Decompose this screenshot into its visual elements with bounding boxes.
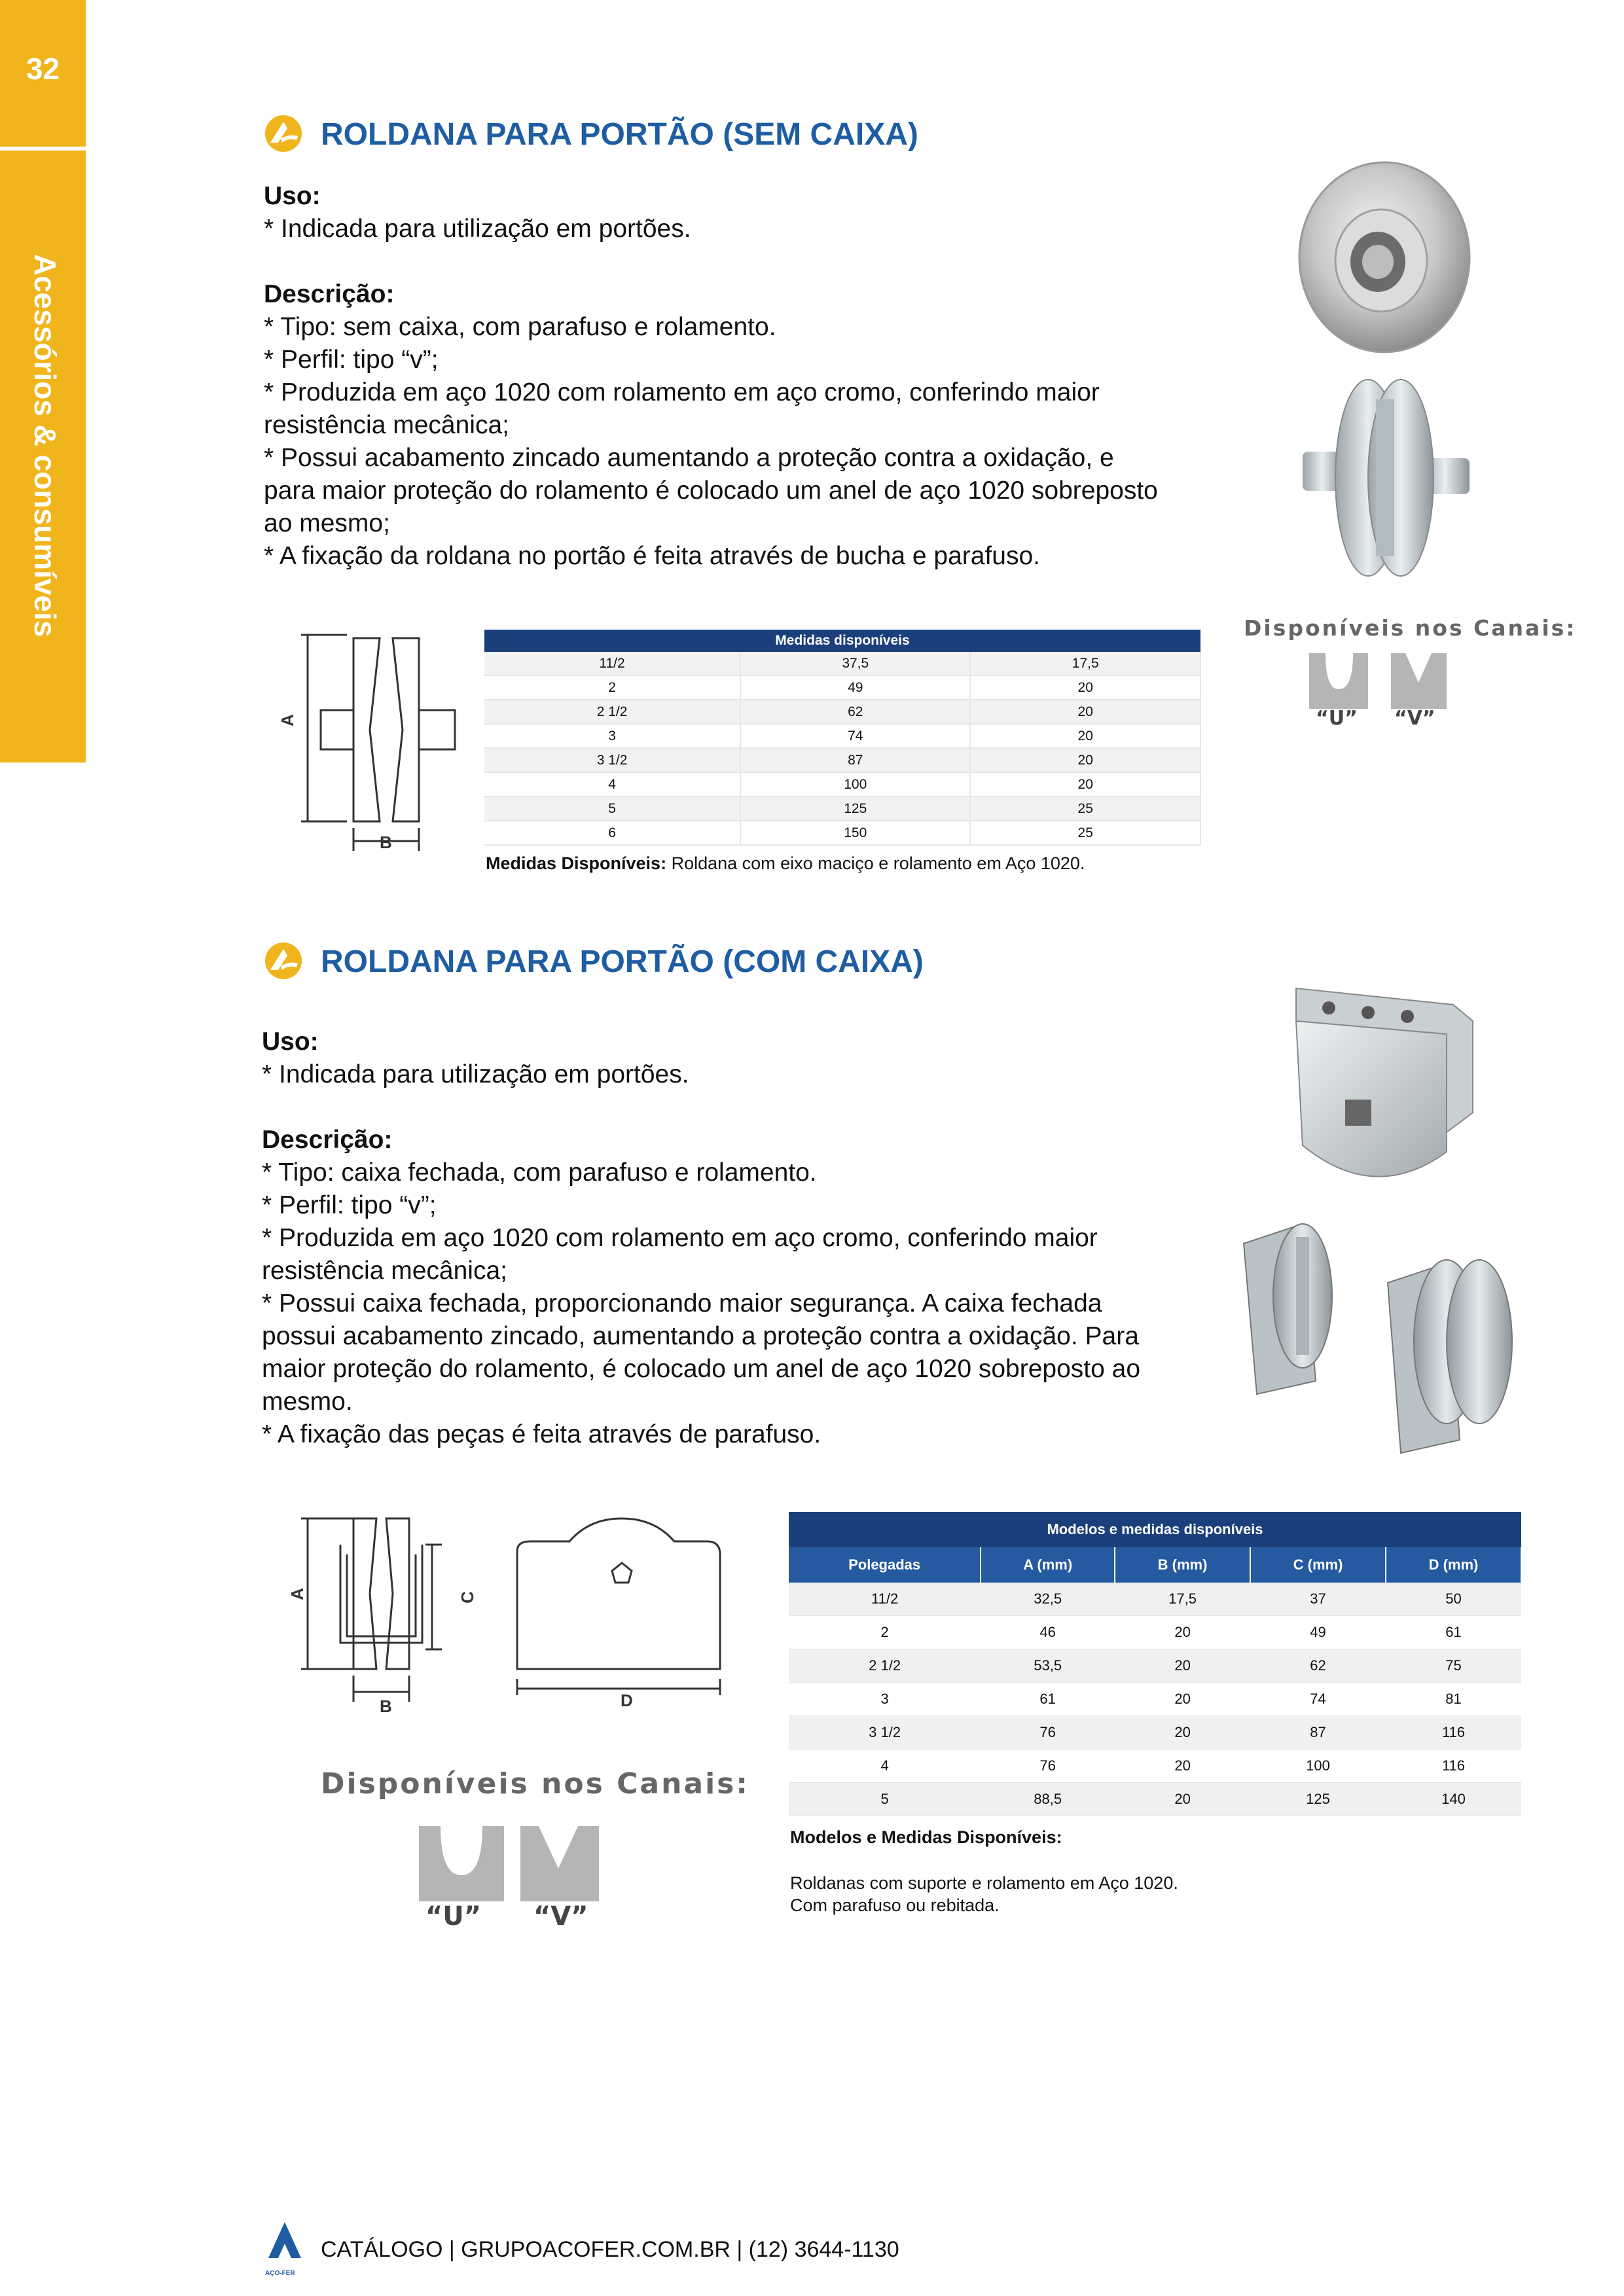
- drawing-label-a: A: [277, 714, 297, 726]
- pulley-front-photo: [1286, 156, 1476, 359]
- desc-line: * A fixação das peças é feita através de parafuso.: [262, 1420, 821, 1448]
- canal-v-label: “V”: [1394, 707, 1435, 730]
- section2-note-label: Modelos e Medidas Disponíveis:: [790, 1827, 1062, 1847]
- desc-line: para maior proteção do rolamento é colocado um anel de aço 1020 sobreposto: [264, 476, 1158, 505]
- section2-table: [789, 1512, 1522, 1816]
- section1-description: [264, 180, 1158, 573]
- desc-line: * Possui caixa fechada, proporcionando maior segurança. A caixa fechada: [262, 1289, 1102, 1318]
- section2-note-line2: Com parafuso ou rebitada.: [790, 1895, 1000, 1915]
- table-title: Modelos e medidas disponíveis: [789, 1512, 1521, 1547]
- column-header: Polegadas: [789, 1547, 981, 1583]
- section-logo-icon: [264, 114, 303, 153]
- side-section-label-text: Acessórios & consumíveis: [28, 254, 62, 637]
- note-label: Medidas Disponíveis:: [486, 853, 667, 873]
- note-text: Roldana com eixo maciço e rolamento em Aço 1020.: [666, 853, 1085, 873]
- section1-note: [486, 852, 1085, 874]
- column-header: D (mm): [1386, 1547, 1521, 1583]
- section2-title: ROLDANA PARA PORTÃO (COM CAIXA): [321, 944, 924, 979]
- desc-line: possui acabamento zincado, aumentando a proteção contra a oxidação. Para: [262, 1322, 1139, 1350]
- canal-shapes-icon: [1306, 653, 1456, 709]
- side-section-label: [25, 254, 64, 679]
- table-row: 3 61 20 74 81: [789, 1683, 1521, 1716]
- table-row: 11/2 37,5 17,5: [484, 652, 1200, 675]
- section2-canais-title: Disponíveis nos Canais:: [321, 1767, 749, 1801]
- section-logo-icon: [264, 941, 303, 980]
- desc-line: resistência mecânica;: [264, 411, 509, 439]
- desc-line: ao mesmo;: [264, 509, 390, 537]
- table-row: 5 125 25: [484, 797, 1200, 821]
- desc-line: * Produzida em aço 1020 com rolamento em aço cromo, conferindo maior: [264, 378, 1100, 406]
- section2-technical-drawing: [281, 1505, 746, 1721]
- company-logo-icon: [265, 2219, 304, 2271]
- table-title: Medidas disponíveis: [484, 630, 1200, 652]
- table-row: 2 46 20 49 61: [789, 1616, 1521, 1649]
- desc-line: * Produzida em aço 1020 com rolamento em aço cromo, conferindo maior: [262, 1224, 1098, 1252]
- desc-line: resistência mecânica;: [262, 1257, 507, 1285]
- canal-u-label: “U”: [1316, 707, 1358, 730]
- desc-line: * Tipo: caixa fechada, com parafuso e rolamento.: [262, 1158, 817, 1187]
- desc-line: * A fixação da roldana no portão é feita através de bucha e parafuso.: [264, 542, 1040, 570]
- table-row: 3 1/2 76 20 87 116: [789, 1716, 1521, 1749]
- desc-line: * Possui acabamento zincado aumentando a proteção contra a oxidação, e: [264, 444, 1114, 472]
- desc-line: * Perfil: tipo “v”;: [264, 346, 439, 374]
- section1-table: [484, 630, 1201, 846]
- section2-note-line1: Roldanas com suporte e rolamento em Aço 1020.: [790, 1873, 1178, 1893]
- canal-u-label: “U”: [425, 1901, 482, 1931]
- column-header: A (mm): [981, 1547, 1115, 1583]
- section2-description: [262, 1026, 1140, 1451]
- table-row: 2 1/2 53,5 20 62 75: [789, 1649, 1521, 1683]
- table-row: 3 74 20: [484, 724, 1200, 748]
- canal-shapes-icon: [416, 1826, 605, 1901]
- table-row: 6 150 25: [484, 821, 1200, 845]
- desc-line: * Perfil: tipo “v”;: [262, 1191, 437, 1219]
- drawing-label-b: B: [380, 833, 392, 852]
- table-row: 5 88,5 20 125 140: [789, 1783, 1521, 1816]
- page-number: 32: [0, 0, 86, 151]
- descricao-label: Descrição:: [264, 280, 395, 308]
- pulley-side-photo: [1303, 373, 1473, 583]
- canal-v-label: “V”: [533, 1901, 588, 1931]
- table-row: 4 76 20 100 116: [789, 1749, 1521, 1783]
- uso-text: * Indicada para utilização em portões.: [264, 215, 691, 243]
- drawing-label-c: C: [457, 1591, 477, 1604]
- uso-label: Uso:: [262, 1028, 319, 1056]
- footer-text: CATÁLOGO | GRUPOACOFER.COM.BR | (12) 3644-1130: [321, 2237, 899, 2262]
- descricao-label: Descrição:: [262, 1126, 393, 1154]
- desc-line: * Tipo: sem caixa, com parafuso e rolamento.: [264, 313, 776, 341]
- column-header: C (mm): [1250, 1547, 1386, 1583]
- boxed-pulley-side-photo: [1231, 1217, 1519, 1460]
- section1-technical-drawing: [268, 625, 465, 861]
- uso-text: * Indicada para utilização em portões.: [262, 1060, 689, 1088]
- uso-label: Uso:: [264, 182, 321, 210]
- section1-title: ROLDANA PARA PORTÃO (SEM CAIXA): [321, 117, 918, 152]
- table-row: 2 1/2 62 20: [484, 700, 1200, 724]
- drawing-label-a: A: [287, 1588, 307, 1600]
- table-row: 4 100 20: [484, 772, 1200, 797]
- table-row: 2 49 20: [484, 675, 1200, 700]
- section1-canais-title: Disponíveis nos Canais:: [1244, 615, 1577, 641]
- table-row: 3 1/2 87 20: [484, 748, 1200, 772]
- boxed-pulley-photo: [1276, 982, 1479, 1191]
- drawing-label-d: D: [621, 1691, 633, 1710]
- desc-line: mesmo.: [262, 1388, 353, 1416]
- table-row: 11/2 32,5 17,5 37 50: [789, 1583, 1521, 1616]
- drawing-label-b: B: [380, 1696, 392, 1716]
- desc-line: maior proteção do rolamento, é colocado um anel de aço 1020 sobreposto ao: [262, 1355, 1141, 1383]
- column-header: B (mm): [1115, 1547, 1250, 1583]
- company-logo-text: AÇO-FER: [265, 2270, 295, 2277]
